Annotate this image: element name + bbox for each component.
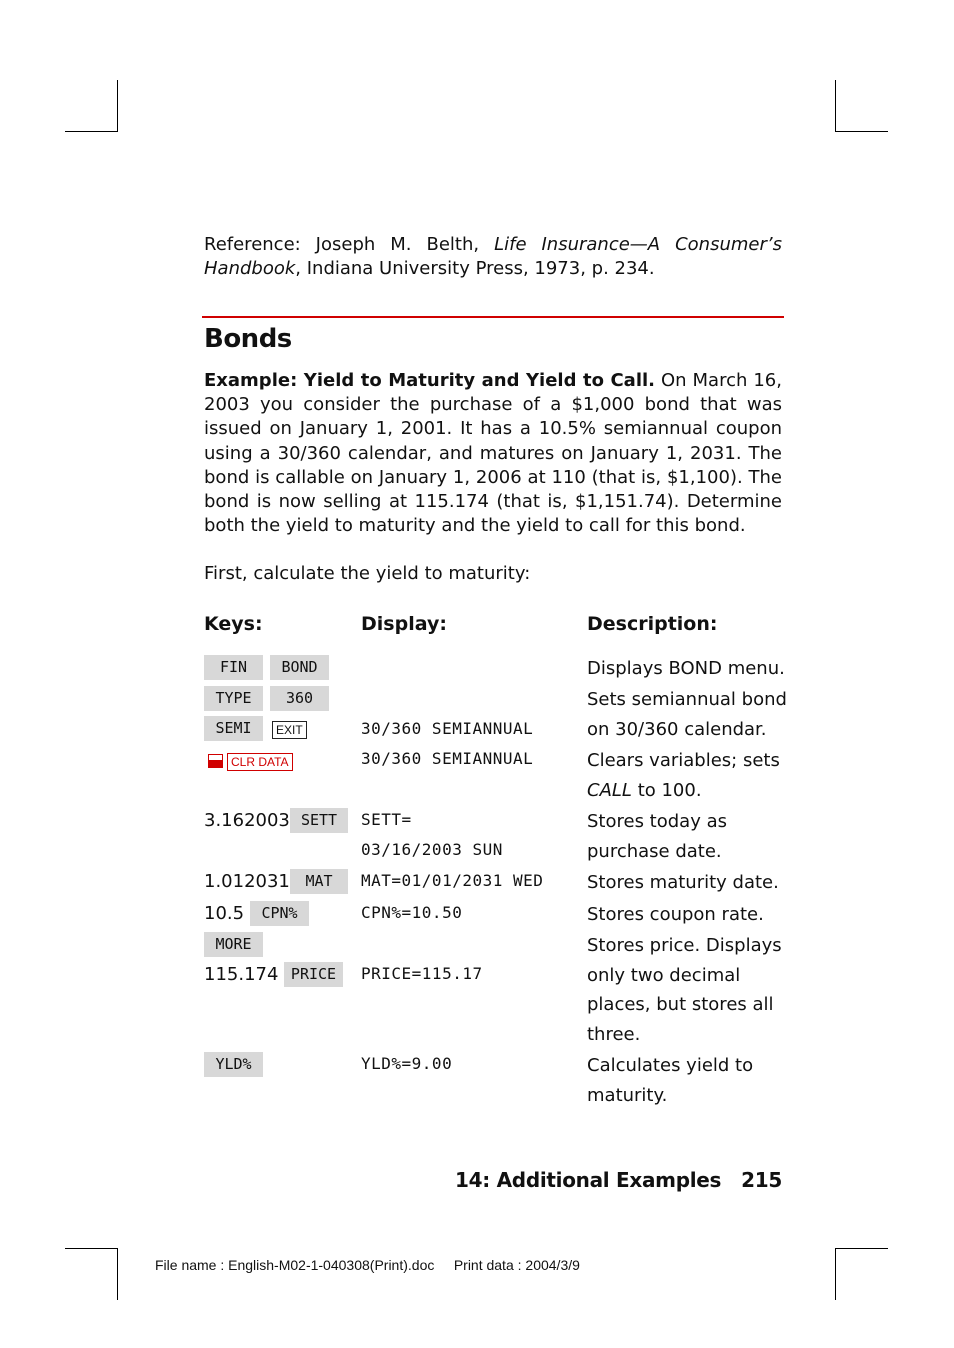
more-key[interactable]: MORE: [204, 932, 263, 957]
cpn-value: 10.5: [204, 903, 245, 924]
reference-book-title: Life Insurance—A Consumer’s Handbook: [204, 234, 782, 280]
display-line: 03/16/2003 SUN: [361, 840, 503, 859]
example-paragraph: [204, 369, 782, 538]
description-line: Clears variables; sets: [587, 750, 780, 771]
section-rule: [202, 316, 784, 318]
file-info: [155, 1257, 580, 1273]
display-line: SETT=: [361, 810, 412, 829]
example-lead: Example: Yield to Maturity and Yield to Call.: [204, 370, 655, 391]
display-line: MAT=01/01/2031 WED: [361, 871, 544, 890]
fin-key[interactable]: FIN: [204, 655, 263, 680]
price-key[interactable]: PRICE: [284, 962, 343, 987]
description-line: [587, 778, 702, 803]
type-key[interactable]: TYPE: [204, 686, 263, 711]
360-key[interactable]: 360: [270, 686, 329, 711]
crop-mark: [117, 80, 118, 132]
yld-key[interactable]: YLD%: [204, 1052, 263, 1077]
file-name: File name : English-M02-1-040308(Print).doc: [155, 1257, 435, 1273]
display-line: CPN%=10.50: [361, 903, 463, 922]
cpn-key[interactable]: CPN%: [250, 901, 309, 926]
display-line: 30/360 SEMIANNUAL: [361, 719, 534, 738]
keys-header: Keys:: [204, 613, 263, 635]
price-value: 115.174: [204, 964, 279, 985]
sett-value: 3.162003: [204, 810, 290, 831]
description-line: Stores today as: [587, 811, 727, 832]
reference-paragraph: [204, 233, 782, 281]
reference-suffix: , Indiana University Press, 1973, p. 234.: [295, 258, 655, 280]
description-line: Stores maturity date.: [587, 872, 779, 893]
page-number: 215: [741, 1168, 782, 1192]
description-line: places, but stores all: [587, 994, 774, 1015]
mat-key[interactable]: MAT: [290, 869, 348, 894]
description-line: maturity.: [587, 1085, 668, 1106]
crop-mark: [65, 131, 118, 132]
crop-mark: [835, 1248, 836, 1300]
page-footer: [455, 1168, 782, 1192]
example-text: On March 16, 2003 you consider the purchase of a $1,000 bond that was issued on January 1, 2001. It has a 10.5% semiannual coupon using a 30/360 calendar, and matures on January 1, 2031. The bond is callable on January 1, 2006 at 110 (that is, $1,100). The bond is now selling at 115.174 (that is, $1,151.74). Determine both the yield to maturity and the yield to call for this bond.: [204, 370, 782, 537]
chapter-title: 14: Additional Examples: [455, 1168, 722, 1192]
description-line: Sets semiannual bond: [587, 689, 787, 710]
print-data: Print data : 2004/3/9: [453, 1257, 580, 1273]
section-title: Bonds: [204, 324, 292, 354]
description-line: only two decimal: [587, 965, 741, 986]
crop-mark: [835, 1248, 888, 1249]
description-line: on 30/360 calendar.: [587, 719, 767, 740]
shift-key-icon[interactable]: [208, 754, 223, 768]
semi-key[interactable]: SEMI: [204, 716, 263, 741]
description-line: Displays BOND menu.: [587, 658, 785, 679]
description-line: Stores coupon rate.: [587, 904, 764, 925]
bond-key[interactable]: BOND: [270, 655, 329, 680]
exit-key[interactable]: EXIT: [272, 721, 307, 739]
intro-line: First, calculate the yield to maturity:: [204, 563, 531, 584]
sett-key[interactable]: SETT: [290, 808, 348, 833]
description-text: to 100.: [637, 780, 702, 801]
description-line: Calculates yield to: [587, 1055, 754, 1076]
crop-mark: [117, 1248, 118, 1300]
crop-mark: [65, 1248, 118, 1249]
clr-data-key[interactable]: CLR DATA: [227, 753, 293, 771]
display-header: Display:: [361, 613, 447, 635]
description-line: purchase date.: [587, 841, 722, 862]
display-line: 30/360 SEMIANNUAL: [361, 749, 534, 768]
call-word: CALL: [587, 780, 632, 801]
reference-prefix: Reference: Joseph M. Belth,: [204, 234, 495, 255]
mat-value: 1.012031: [204, 871, 290, 892]
crop-mark: [835, 80, 836, 132]
crop-mark: [835, 131, 888, 132]
display-line: PRICE=115.17: [361, 964, 483, 983]
display-line: YLD%=9.00: [361, 1054, 453, 1073]
description-line: Stores price. Displays: [587, 935, 782, 956]
description-header: Description:: [587, 613, 718, 635]
description-line: three.: [587, 1024, 641, 1045]
